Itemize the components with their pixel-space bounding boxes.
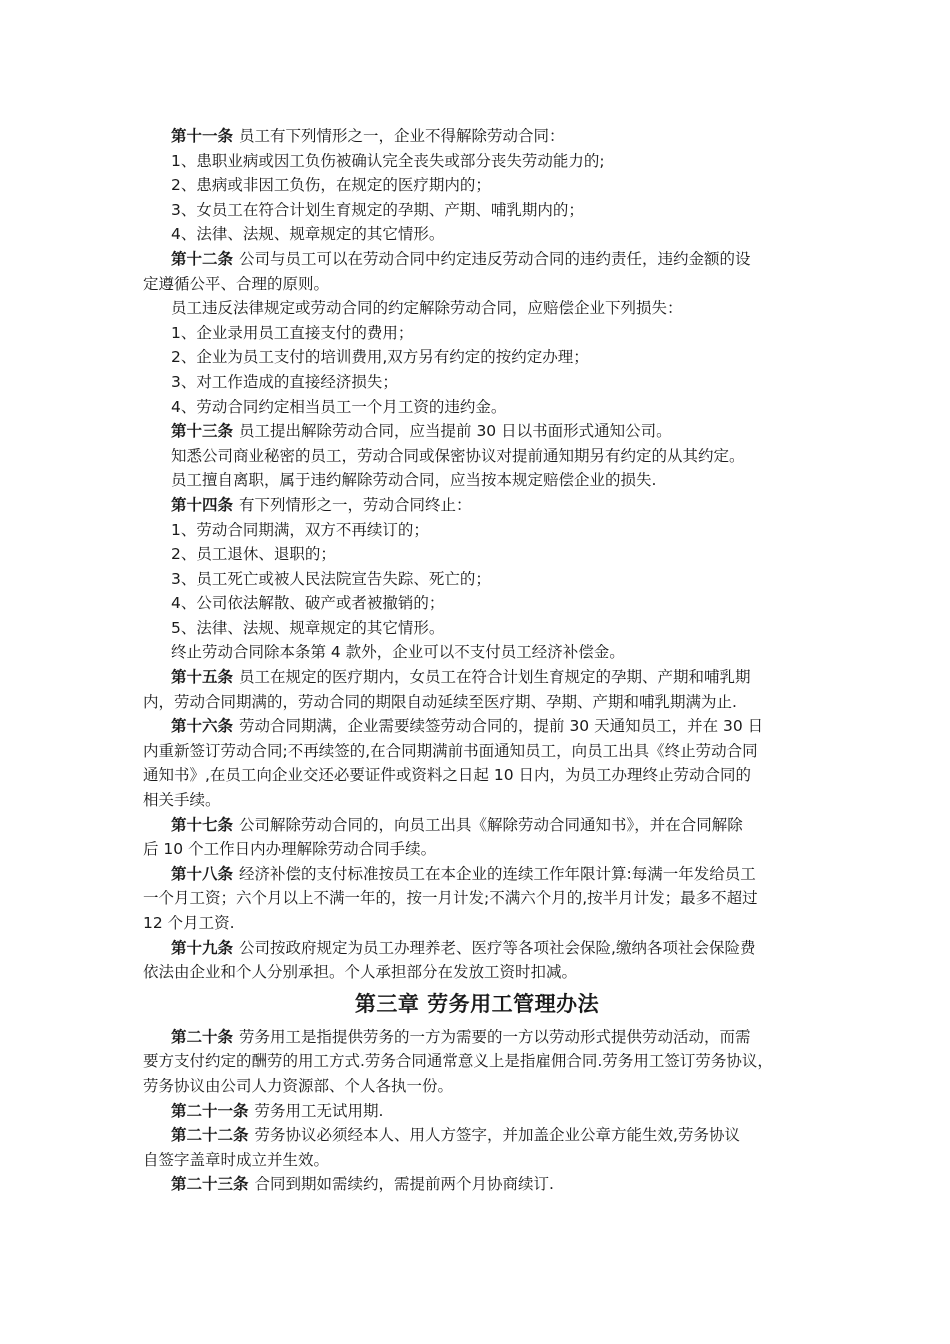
article-text: 公司与员工可以在劳动合同中约定违反劳动合同的违约责任，违约金额的设 <box>239 249 751 268</box>
article-text-continued: 定遵循公平、合理的原则。 <box>143 274 330 293</box>
list-item: 1、企业录用员工直接支付的费用； <box>171 323 414 342</box>
article-17 <box>143 813 811 838</box>
article-text-continued: 内重新签订劳动合同;不再续签的,在合同期满前书面通知员工，向员工出具《终止劳动合同 <box>143 741 758 760</box>
list-item: 4、公司依法解散、破产或者被撤销的； <box>171 594 445 613</box>
article-23 <box>143 1172 811 1197</box>
article-title: 第十一条 <box>171 127 234 145</box>
article-title: 第二十条 <box>171 1027 234 1046</box>
article-title: 第十三条 <box>171 422 234 441</box>
article-text-continued: 12 个月工资. <box>143 914 235 932</box>
article-13 <box>143 419 811 444</box>
article-20 <box>143 1025 811 1050</box>
article-text: 员工有下列情形之一，企业不得解除劳动合同： <box>239 127 565 145</box>
article-text: 员工提出解除劳动合同，应当提前 30 日以书面形式通知公司。 <box>239 422 672 441</box>
article-title: 第十七条 <box>171 815 234 834</box>
article-text-continued: 依法由企业和个人分别承担。个人承担部分在发放工资时扣减。 <box>143 963 578 982</box>
article-text: 公司解除劳动合同的，向员工出具《解除劳动合同通知书》，并在合同解除 <box>239 815 743 834</box>
article-text-continued: 通知书》,在员工向企业交还必要证件或资料之日起 10 日内，为员工办理终止劳动合同的 <box>143 766 752 785</box>
list-item: 2、患病或非因工负伤，在规定的医疗期内的； <box>171 176 491 195</box>
list-item: 4、法律、法规、规章规定的其它情形。 <box>171 225 445 244</box>
article-15 <box>143 665 811 690</box>
article-text: 劳动合同期满，企业需要续签劳动合同的，提前 30 天通知员工，并在 30 日 <box>239 717 764 736</box>
article-text-continued: 自签字盖章时成立并生效。 <box>143 1150 330 1169</box>
article-16 <box>143 714 811 739</box>
list-item: 2、企业为员工支付的培训费用,双方另有约定的按约定办理； <box>171 348 589 367</box>
article-title: 第十四条 <box>171 495 234 514</box>
article-22 <box>143 1123 811 1148</box>
article-19 <box>143 936 811 961</box>
article-title: 第十五条 <box>171 668 234 687</box>
list-item: 2、员工退休、退职的； <box>171 545 336 564</box>
article-14 <box>143 493 811 518</box>
article-text: 员工在规定的医疗期内，女员工在符合计划生育规定的孕期、产期和哺乳期 <box>239 668 751 687</box>
article-title: 第十二条 <box>171 249 234 268</box>
article-text-continued: 要方支付约定的酬劳的用工方式.劳务合同通常意义上是指雇佣合同.劳务用工签订劳务协议， <box>143 1052 773 1071</box>
article-text: 劳务用工无试用期. <box>254 1101 384 1120</box>
document-body <box>143 124 811 1197</box>
paragraph: 知悉公司商业秘密的员工，劳动合同或保密协议对提前通知期另有约定的从其约定。 <box>171 446 745 465</box>
paragraph: 终止劳动合同除本条第 4 款外，企业可以不支付员工经济补偿金。 <box>171 643 625 662</box>
list-item: 5、法律、法规、规章规定的其它情形。 <box>171 618 445 637</box>
paragraph: 员工违反法律规定或劳动合同的约定解除劳动合同，应赔偿企业下列损失： <box>171 299 683 318</box>
list-item: 3、对工作造成的直接经济损失； <box>171 372 398 391</box>
article-11 <box>143 124 811 149</box>
list-item: 3、女员工在符合计划生育规定的孕期、产期、哺乳期内的； <box>171 200 584 219</box>
chapter-heading: 第三章 劳务用工管理办法 <box>354 991 600 1016</box>
list-item: 3、员工死亡或被人民法院宣告失踪、死亡的； <box>171 569 491 588</box>
article-text: 有下列情形之一，劳动合同终止： <box>239 495 472 514</box>
list-item: 1、患职业病或因工负伤被确认完全丧失或部分丧失劳动能力的; <box>171 151 605 170</box>
article-text-continued: 劳务协议由公司人力资源部、个人各执一份。 <box>143 1076 454 1095</box>
article-21 <box>143 1099 811 1124</box>
article-text: 劳务用工是指提供劳务的一方为需要的一方以劳动形式提供劳动活动，而需 <box>239 1027 751 1046</box>
list-item: 4、劳动合同约定相当员工一个月工资的违约金。 <box>171 397 507 416</box>
article-title: 第十九条 <box>171 938 234 957</box>
article-title: 第十八条 <box>171 864 234 883</box>
article-text-continued: 后 10 个工作日内办理解除劳动合同手续。 <box>143 840 437 859</box>
article-12 <box>143 247 811 272</box>
list-item: 1、劳动合同期满，双方不再续订的； <box>171 520 429 539</box>
article-text: 合同到期如需续约，需提前两个月协商续订. <box>254 1175 554 1194</box>
article-text: 劳务协议必须经本人、用人方签字，并加盖企业公章方能生效,劳务协议 <box>254 1126 740 1145</box>
article-text-continued: 一个月工资；六个月以上不满一年的，按一月计发;不满六个月的,按半月计发；最多不超过 <box>143 889 758 908</box>
paragraph: 员工擅自离职，属于违约解除劳动合同，应当按本规定赔偿企业的损失. <box>171 471 657 490</box>
article-text-continued: 内，劳动合同期满的，劳动合同的期限自动延续至医疗期、孕期、产期和哺乳期满为止. <box>143 692 737 711</box>
article-18 <box>143 862 811 887</box>
article-text: 经济补偿的支付标准按员工在本企业的连续工作年限计算:每满一年发给员工 <box>239 864 756 883</box>
article-title: 第二十一条 <box>171 1101 249 1120</box>
article-title: 第二十二条 <box>171 1126 249 1145</box>
article-text-continued: 相关手续。 <box>143 791 221 810</box>
article-title: 第二十三条 <box>171 1175 249 1194</box>
article-text: 公司按政府规定为员工办理养老、医疗等各项社会保险,缴纳各项社会保险费 <box>239 938 756 957</box>
article-title: 第十六条 <box>171 717 234 736</box>
